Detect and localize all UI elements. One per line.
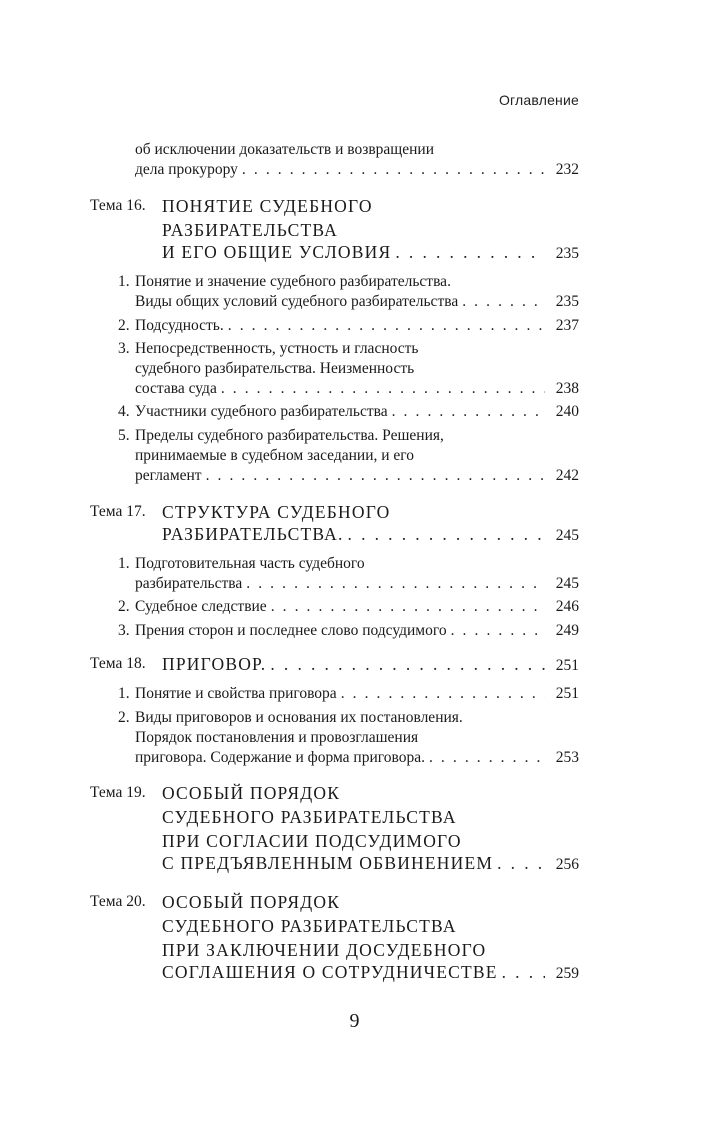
toc-item-line: приговора. Содержание и форма приговора.	[135, 749, 425, 766]
page-ref: 235	[555, 245, 579, 262]
toc-topic-entry[interactable]	[162, 240, 579, 264]
running-header: Оглавление	[498, 92, 579, 108]
toc-item-line: регламент	[135, 467, 202, 484]
toc-item-entry[interactable]	[135, 466, 579, 486]
toc-item-line: Судебное следствие	[135, 598, 267, 615]
page-ref: 246	[555, 598, 579, 615]
topic-title-line: СТРУКТУРА СУДЕБНОГО	[162, 502, 391, 522]
toc-topic-entry[interactable]	[162, 960, 579, 984]
toc-item-line: принимаемые в судебном заседании, и его	[135, 447, 415, 464]
topic-label: Тема 19.	[90, 784, 146, 801]
item-number: 4.	[118, 403, 130, 420]
item-number: 1.	[118, 685, 130, 702]
topic-label: Тема 16.	[90, 197, 146, 214]
leader-dots	[206, 466, 545, 486]
leader-dots	[271, 597, 545, 617]
toc-intro-entry[interactable]	[135, 160, 579, 180]
leader-dots	[228, 316, 545, 336]
leader-dots	[392, 402, 545, 422]
topic-title-line: СУДЕБНОГО РАЗБИРАТЕЛЬСТВА	[162, 916, 457, 936]
topic-title-line: ПОНЯТИЕ СУДЕБНОГО	[162, 196, 373, 216]
leader-dots	[451, 621, 545, 641]
toc-item-entry[interactable]	[135, 402, 579, 422]
page-ref: 240	[555, 403, 579, 420]
item-number: 2.	[118, 598, 130, 615]
item-number: 1.	[118, 273, 130, 290]
leader-dots	[242, 160, 545, 180]
topic-title-line: СУДЕБНОГО РАЗБИРАТЕЛЬСТВА	[162, 807, 457, 827]
item-number: 2.	[118, 317, 130, 334]
item-number: 3.	[118, 622, 130, 639]
toc-item-line: Непосредственность, устность и гласность	[135, 340, 419, 357]
leader-dots	[502, 960, 545, 984]
leader-dots	[348, 522, 545, 546]
topic-title-line: ОСОБЫЙ ПОРЯДОК	[162, 783, 341, 803]
leader-dots	[270, 652, 545, 676]
page-ref: 237	[555, 317, 579, 334]
toc-item-entry[interactable]	[135, 597, 579, 617]
page-ref: 235	[555, 293, 579, 310]
topic-title-line: ПРИ ЗАКЛЮЧЕНИИ ДОСУДЕБНОГО	[162, 940, 487, 960]
page-ref: 232	[555, 161, 579, 178]
leader-dots	[497, 851, 545, 875]
topic-title-line: ПРИ СОГЛАСИИ ПОДСУДИМОГО	[162, 831, 462, 851]
toc-topic-entry[interactable]	[162, 652, 579, 676]
page-ref: 238	[555, 380, 579, 397]
toc-item-entry[interactable]	[135, 748, 579, 768]
toc-intro-line: об исключении доказательств и возвращении	[135, 141, 434, 158]
toc-item-line: Понятие и значение судебного разбирательства.	[135, 273, 451, 290]
toc-item-line: Подсудность.	[135, 317, 224, 334]
page-ref: 251	[555, 685, 579, 702]
toc-entry-text: дела прокурору	[135, 161, 238, 178]
page-ref: 245	[555, 575, 579, 592]
toc-item-entry[interactable]	[135, 379, 579, 399]
page-ref: 253	[555, 749, 579, 766]
leader-dots	[462, 292, 545, 312]
toc-item-line: Прения сторон и последнее слово подсудимого	[135, 622, 447, 639]
toc-item-entry[interactable]	[135, 292, 579, 312]
toc-item-line: Подготовительная часть судебного	[135, 555, 365, 572]
page-ref: 242	[555, 467, 579, 484]
toc-item-line: Участники судебного разбирательства	[135, 403, 388, 420]
topic-title-line: С ПРЕДЪЯВЛЕННЫМ ОБВИНЕНИЕМ	[162, 853, 494, 873]
topic-label: Тема 20.	[90, 893, 146, 910]
item-number: 5.	[118, 427, 130, 444]
toc-item-line: Порядок постановления и провозглашения	[135, 729, 419, 746]
toc-item-entry[interactable]	[135, 316, 579, 336]
toc-item-line: судебного разбирательства. Неизменность	[135, 360, 415, 377]
toc-item-line: Виды приговоров и основания их постановления.	[135, 709, 463, 726]
topic-label: Тема 18.	[90, 655, 146, 672]
item-number: 1.	[118, 555, 130, 572]
page-ref: 256	[555, 856, 579, 873]
leader-dots	[395, 240, 545, 264]
toc-item-line: Понятие и свойства приговора	[135, 685, 337, 702]
toc-item-entry[interactable]	[135, 684, 579, 704]
page-number: 9	[349, 1010, 360, 1032]
toc-item-entry[interactable]	[135, 621, 579, 641]
toc-item-line: состава суда	[135, 380, 217, 397]
page-ref: 245	[555, 527, 579, 544]
toc-item-entry[interactable]	[135, 574, 579, 594]
page-ref: 249	[555, 622, 579, 639]
topic-title-line: И ЕГО ОБЩИЕ УСЛОВИЯ	[162, 242, 392, 262]
topic-title-line: ОСОБЫЙ ПОРЯДОК	[162, 892, 341, 912]
toc-topic-entry[interactable]	[162, 522, 579, 546]
leader-dots	[341, 684, 545, 704]
page-ref: 251	[555, 657, 579, 674]
topic-title-line: СОГЛАШЕНИЯ О СОТРУДНИЧЕСТВЕ	[162, 962, 498, 982]
leader-dots	[246, 574, 545, 594]
page-ref: 259	[555, 965, 579, 982]
leader-dots	[429, 748, 545, 768]
toc-item-line: разбирательства	[135, 575, 243, 592]
item-number: 2.	[118, 709, 130, 726]
topic-title-line: РАЗБИРАТЕЛЬСТВА	[162, 220, 338, 240]
toc-item-line: Виды общих условий судебного разбирательства	[135, 293, 459, 310]
topic-label: Тема 17.	[90, 503, 146, 520]
topic-title-line: ПРИГОВОР.	[162, 654, 267, 674]
topic-title-line: РАЗБИРАТЕЛЬСТВА.	[162, 524, 344, 544]
toc-topic-entry[interactable]	[162, 851, 579, 875]
toc-item-line: Пределы судебного разбирательства. Решения,	[135, 427, 444, 444]
leader-dots	[221, 379, 545, 399]
item-number: 3.	[118, 340, 130, 357]
